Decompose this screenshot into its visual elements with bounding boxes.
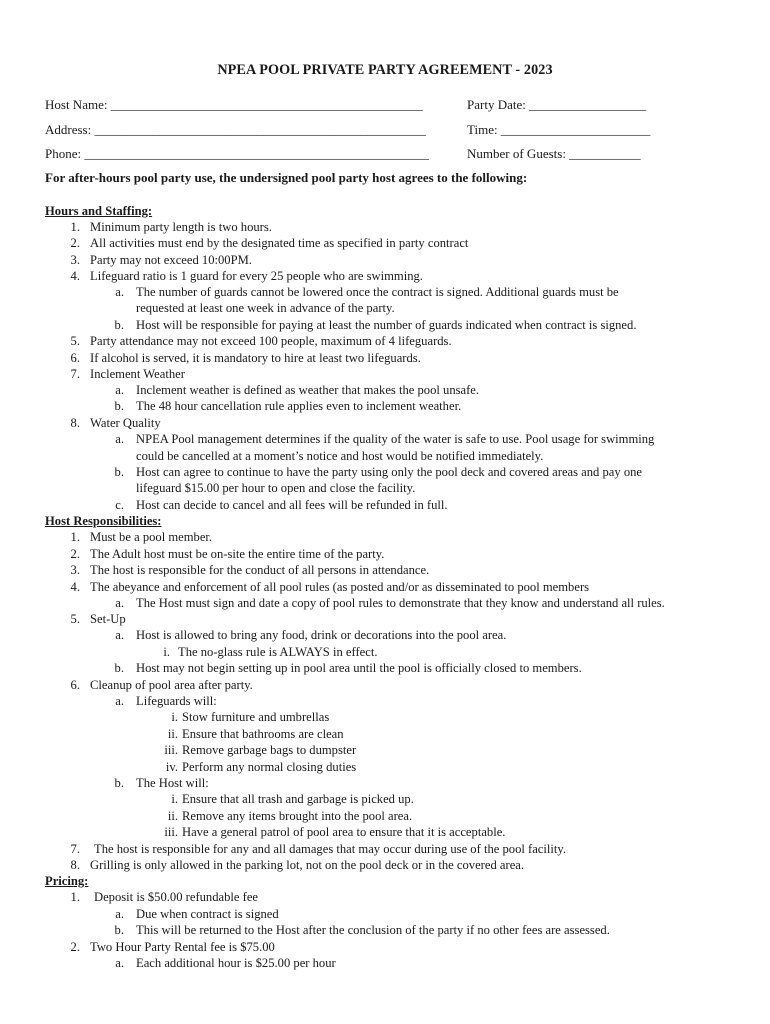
page-title: NPEA POOL PRIVATE PARTY AGREEMENT - 2023: [217, 62, 553, 78]
list-marker: i.: [171, 792, 178, 806]
list-marker: a.: [115, 383, 124, 397]
list-text: Inclement weather is defined as weather that makes the pool unsafe.: [136, 383, 480, 397]
list-text: Grilling is only allowed in the parking lot, not on the pool deck or in the covered area.: [90, 858, 525, 872]
list-marker: a.: [115, 628, 124, 642]
list-text: Each additional hour is $25.00 per hour: [136, 956, 336, 970]
list-text: Two Hour Party Rental fee is $75.00: [90, 940, 275, 954]
list-marker: 2.: [70, 940, 80, 954]
list-marker: iii.: [164, 825, 178, 839]
list-item: [112, 497, 448, 513]
list-text: The Adult host must be on-site the entire time of the party.: [90, 547, 385, 561]
list-marker: iv.: [165, 760, 178, 774]
list-marker: b.: [114, 465, 124, 479]
list-item: [150, 759, 356, 775]
list-marker: 5.: [70, 334, 80, 348]
list-text: Inclement Weather: [90, 367, 185, 381]
list-item: [66, 611, 126, 627]
list-text: Host is allowed to bring any food, drink or decorations into the pool area.: [136, 628, 507, 642]
list-item: [112, 431, 654, 447]
list-text: Minimum party length is two hours.: [90, 220, 272, 234]
list-item: [150, 808, 412, 824]
list-marker: ii.: [167, 809, 178, 823]
list-marker: iii.: [164, 743, 178, 757]
list-item: [66, 415, 161, 431]
list-item: [66, 252, 252, 268]
list-item: [150, 791, 414, 807]
list-text: Host can agree to continue to have the party using only the pool deck and covered areas and pay one: [136, 465, 643, 479]
list-marker: b.: [114, 661, 124, 675]
list-item: [66, 235, 468, 251]
list-marker: b.: [114, 776, 124, 790]
list-text: Due when contract is signed: [136, 907, 279, 921]
list-text: Lifeguard ratio is 1 guard for every 25 people who are swimming.: [90, 269, 423, 283]
list-text: If alcohol is served, it is mandatory to hire at least two lifeguards.: [90, 351, 421, 365]
list-item: [66, 579, 589, 595]
list-marker: b.: [114, 399, 124, 413]
list-text: Lifeguards will:: [136, 694, 217, 708]
list-item: [112, 284, 619, 300]
list-item: [66, 939, 275, 955]
list-marker: 3.: [70, 253, 80, 267]
list-item: [150, 824, 505, 840]
list-item: [66, 219, 272, 235]
list-item: [112, 955, 336, 971]
list-text: Set-Up: [90, 612, 126, 626]
section-heading-pricing: Pricing:: [45, 874, 89, 888]
list-marker: 1.: [70, 530, 80, 544]
list-item: [112, 464, 642, 480]
list-marker: 6.: [70, 678, 80, 692]
list-text: The abeyance and enforcement of all pool rules (as posted and/or as disseminated to pool members: [90, 580, 590, 594]
list-text: Host may not begin setting up in pool area until the pool is officially closed to members.: [136, 661, 582, 675]
list-text: Perform any normal closing duties: [182, 760, 357, 774]
list-item: [150, 742, 356, 758]
list-marker: a.: [115, 907, 124, 921]
time-field[interactable]: Time: _______________________: [467, 122, 651, 137]
list-item: [66, 529, 212, 545]
list-item: [66, 841, 566, 857]
list-item: [112, 627, 506, 643]
list-item: [112, 382, 479, 398]
list-item: [150, 644, 377, 660]
list-text: All activities must end by the designated time as specified in party contract: [90, 236, 469, 250]
section-heading-hours: Hours and Staffing:: [45, 204, 153, 218]
list-marker: a.: [115, 285, 124, 299]
list-text: Party attendance may not exceed 100 people, maximum of 4 lifeguards.: [90, 334, 452, 348]
list-marker: 6.: [70, 351, 80, 365]
list-text: The no-glass rule is ALWAYS in effect.: [178, 645, 378, 659]
list-text-continued: lifeguard $15.00 per hour to open and close the facility.: [136, 481, 416, 495]
list-text-continued: requested at least one week in advance of the party.: [136, 301, 395, 315]
party-date-field[interactable]: Party Date: __________________: [467, 97, 647, 112]
list-marker: i.: [171, 710, 178, 724]
list-text: Party may not exceed 10:00PM.: [90, 253, 252, 267]
list-text: Must be a pool member.: [90, 530, 213, 544]
list-text: Host will be responsible for paying at least the number of guards indicated when contract is signed.: [136, 318, 637, 332]
list-text: Deposit is $50.00 refundable fee: [94, 890, 259, 904]
list-item: [112, 906, 279, 922]
list-text: Host can decide to cancel and all fees will be refunded in full.: [136, 498, 448, 512]
list-marker: b.: [114, 318, 124, 332]
list-marker: 1.: [70, 890, 80, 904]
list-marker: i.: [163, 645, 170, 659]
host-name-field[interactable]: Host Name: ________________________________________________: [45, 97, 423, 112]
list-text-continued: could be cancelled at a moment’s notice and host would be notified immediately.: [136, 449, 544, 463]
list-text: Stow furniture and umbrellas: [182, 710, 330, 724]
list-marker: a.: [115, 956, 124, 970]
list-text: NPEA Pool management determines if the quality of the water is safe to use. Pool usage for swimming: [136, 432, 655, 446]
list-item: [66, 268, 423, 284]
list-marker: 4.: [70, 580, 80, 594]
section-heading-host: Host Responsibilities:: [45, 514, 162, 528]
intro-statement: For after-hours pool party use, the undersigned pool party host agrees to the following:: [45, 170, 528, 185]
list-marker: a.: [115, 596, 124, 610]
list-item: [66, 857, 524, 873]
list-item: [66, 546, 384, 562]
list-item: [66, 350, 421, 366]
list-marker: 8.: [70, 858, 80, 872]
list-text: The Host will:: [136, 776, 209, 790]
list-marker: 8.: [70, 416, 80, 430]
list-text: The Host must sign and date a copy of pool rules to demonstrate that they know and understand all rules.: [136, 596, 665, 610]
list-marker: 1.: [70, 220, 80, 234]
list-item: [112, 398, 461, 414]
list-item: [150, 726, 344, 742]
list-item: [112, 660, 582, 676]
list-text: The number of guards cannot be lowered once the contract is signed. Additional guards must be: [136, 285, 619, 299]
list-text: The 48 hour cancellation rule applies even to inclement weather.: [136, 399, 462, 413]
list-text: Water Quality: [90, 416, 161, 430]
list-marker: ii.: [167, 727, 178, 741]
list-text: Remove garbage bags to dumpster: [182, 743, 357, 757]
list-marker: 5.: [70, 612, 80, 626]
list-marker: 7.: [70, 842, 80, 856]
list-item: [112, 317, 636, 333]
list-marker: c.: [115, 498, 124, 512]
list-marker: a.: [115, 694, 124, 708]
list-marker: 3.: [70, 563, 80, 577]
list-text: The host is responsible for the conduct of all persons in attendance.: [90, 563, 430, 577]
list-item: [66, 889, 258, 905]
list-text: Remove any items brought into the pool area.: [182, 809, 413, 823]
list-marker: a.: [115, 432, 124, 446]
list-marker: b.: [114, 923, 124, 937]
list-marker: 2.: [70, 236, 80, 250]
guests-field[interactable]: Number of Guests: ___________: [467, 146, 641, 161]
list-text: Ensure that bathrooms are clean: [182, 727, 344, 741]
list-item: [112, 595, 665, 611]
list-text: Have a general patrol of pool area to ensure that it is acceptable.: [182, 825, 506, 839]
list-item: [66, 333, 452, 349]
list-item: [66, 562, 429, 578]
list-text: Cleanup of pool area after party.: [90, 678, 253, 692]
address-field[interactable]: Address: ___________________________________________________: [45, 122, 426, 137]
list-text: The host is responsible for any and all damages that may occur during use of the pool facility.: [94, 842, 567, 856]
list-item: [112, 693, 217, 709]
list-marker: 4.: [70, 269, 80, 283]
list-item: [112, 775, 209, 791]
list-text: Ensure that all trash and garbage is picked up.: [182, 792, 414, 806]
list-marker: 2.: [70, 547, 80, 561]
phone-field[interactable]: Phone: _____________________________________________________: [45, 146, 429, 161]
list-item: [66, 366, 185, 382]
list-item: [66, 677, 253, 693]
list-item: [150, 709, 329, 725]
list-item: [112, 922, 610, 938]
list-text: This will be returned to the Host after the conclusion of the party if no other fees are assessed.: [136, 923, 610, 937]
list-marker: 7.: [70, 367, 80, 381]
